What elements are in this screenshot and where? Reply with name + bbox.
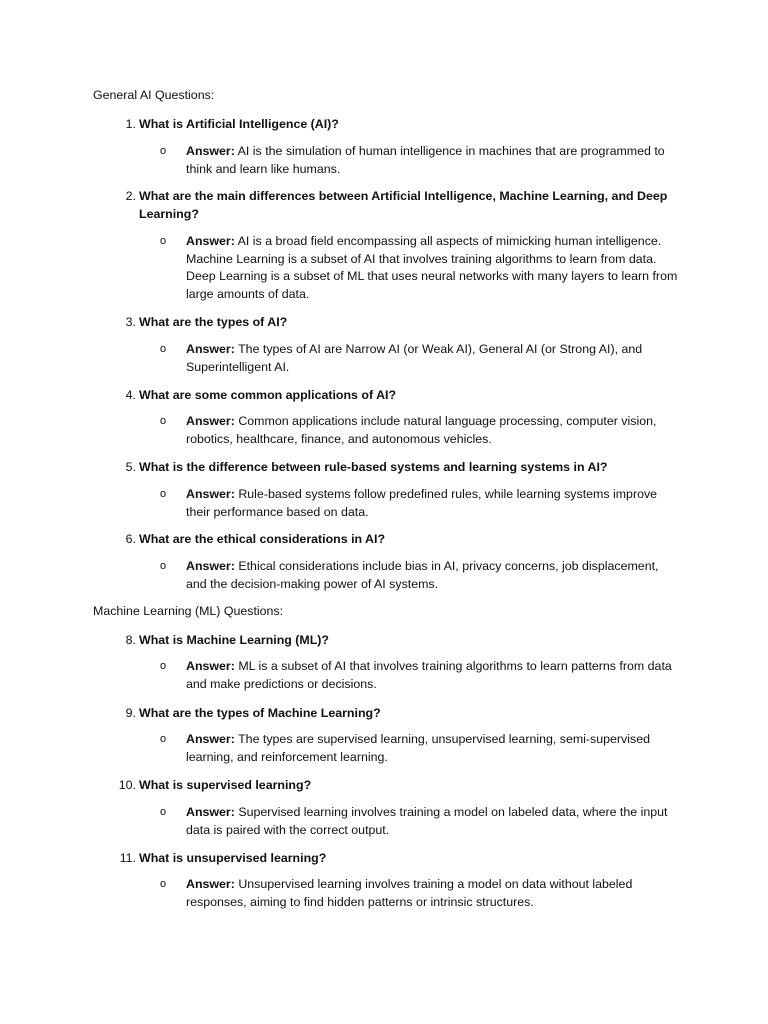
- question-text: What is supervised learning?: [139, 778, 312, 792]
- answer-item: [160, 486, 680, 521]
- answer-item: [160, 731, 680, 766]
- question-number: 9.: [125, 706, 136, 720]
- question-number: 8.: [125, 633, 136, 647]
- bullet-icon: o: [160, 560, 167, 572]
- bullet-icon: o: [160, 878, 167, 890]
- question-item: [114, 631, 684, 649]
- answer-label: Answer:: [186, 487, 235, 501]
- question-number: 6.: [125, 532, 136, 546]
- answer-label: Answer:: [186, 414, 235, 428]
- answer-text: Common applications include natural language processing, computer vision, robotics, healthcare, finance, and autonomous vehicles.: [186, 414, 657, 446]
- question-item: [114, 115, 684, 133]
- answer-text: Unsupervised learning involves training a model on data without labeled responses, aiming to find hidden patterns or intrinsic structures.: [186, 877, 633, 909]
- question-text: What are the ethical considerations in AI?: [139, 532, 386, 546]
- answer-body: [186, 731, 680, 766]
- answer-label: Answer:: [186, 805, 235, 819]
- answer-item: [160, 658, 680, 693]
- bullet-icon: o: [160, 343, 167, 355]
- question-number: 3.: [125, 315, 136, 329]
- answer-text: AI is the simulation of human intelligence in machines that are programmed to think and learn like humans.: [186, 144, 665, 176]
- question-number: 2.: [125, 189, 136, 203]
- section-heading-general-ai: General AI Questions:: [93, 88, 215, 102]
- answer-body: [186, 341, 680, 376]
- answer-body: [186, 876, 680, 911]
- question-text: What is the difference between rule-based systems and learning systems in AI?: [139, 460, 608, 474]
- question-number: 5.: [125, 460, 136, 474]
- answer-item: [160, 341, 680, 376]
- question-item: [114, 849, 684, 867]
- answer-item: [160, 876, 680, 911]
- answer-text: Supervised learning involves training a model on labeled data, where the input data is paired with the correct output.: [186, 805, 668, 837]
- answer-text: AI is a broad field encompassing all aspects of mimicking human intelligence. Machine Learning is a subset of AI that involves training algorithms to learn from data. Deep Learning is a subset of ML that uses neural networks with many layers to learn from large amounts of data.: [186, 234, 678, 301]
- question-item: [114, 313, 684, 331]
- section-heading-machine-learning: Machine Learning (ML) Questions:: [93, 604, 284, 618]
- bullet-icon: o: [160, 488, 167, 500]
- question-text: What is Artificial Intelligence (AI)?: [139, 117, 339, 131]
- question-number: 1.: [125, 117, 136, 131]
- answer-label: Answer:: [186, 144, 235, 158]
- bullet-icon: o: [160, 733, 167, 745]
- answer-text: Ethical considerations include bias in AI, privacy concerns, job displacement, and the decision-making power of AI systems.: [186, 559, 659, 591]
- answer-label: Answer:: [186, 342, 235, 356]
- answer-item: [160, 558, 680, 593]
- question-text: What are the main differences between Artificial Intelligence, Machine Learning, and Deep Learning?: [139, 189, 668, 221]
- bullet-icon: o: [160, 660, 167, 672]
- answer-text: ML is a subset of AI that involves training algorithms to learn patterns from data and make predictions or decisions.: [186, 659, 672, 691]
- answer-body: [186, 558, 680, 593]
- question-text: What is unsupervised learning?: [139, 851, 327, 865]
- answer-label: Answer:: [186, 234, 235, 248]
- question-item: [114, 704, 684, 722]
- answer-label: Answer:: [186, 732, 235, 746]
- answer-body: [186, 804, 680, 839]
- question-item: [114, 458, 684, 476]
- answer-label: Answer:: [186, 559, 235, 573]
- answer-label: Answer:: [186, 659, 235, 673]
- answer-item: [160, 143, 680, 178]
- question-number: 11.: [119, 851, 136, 865]
- question-text: What are some common applications of AI?: [139, 388, 397, 402]
- bullet-icon: o: [160, 145, 167, 157]
- question-number: 4.: [125, 388, 136, 402]
- answer-body: [186, 658, 680, 693]
- answer-item: [160, 413, 680, 448]
- question-text: What are the types of Machine Learning?: [139, 706, 381, 720]
- answer-text: The types of AI are Narrow AI (or Weak AI), General AI (or Strong AI), and Superintelligent AI.: [186, 342, 643, 374]
- bullet-icon: o: [160, 415, 167, 427]
- question-text: What is Machine Learning (ML)?: [139, 633, 329, 647]
- answer-text: Rule-based systems follow predefined rules, while learning systems improve their performance based on data.: [186, 487, 658, 519]
- bullet-icon: o: [160, 235, 167, 247]
- bullet-icon: o: [160, 806, 167, 818]
- answer-item: [160, 804, 680, 839]
- question-item: [114, 530, 684, 548]
- answer-item: [160, 233, 680, 303]
- answer-text: The types are supervised learning, unsupervised learning, semi-supervised learning, and reinforcement learning.: [186, 732, 650, 764]
- question-item: [114, 776, 684, 794]
- question-number: 10.: [118, 778, 136, 792]
- question-item: [114, 386, 684, 404]
- answer-body: [186, 143, 680, 178]
- answer-label: Answer:: [186, 877, 235, 891]
- question-text: What are the types of AI?: [139, 315, 288, 329]
- answer-body: [186, 486, 680, 521]
- answer-body: [186, 413, 680, 448]
- answer-body: [186, 233, 680, 303]
- question-item: [114, 187, 684, 223]
